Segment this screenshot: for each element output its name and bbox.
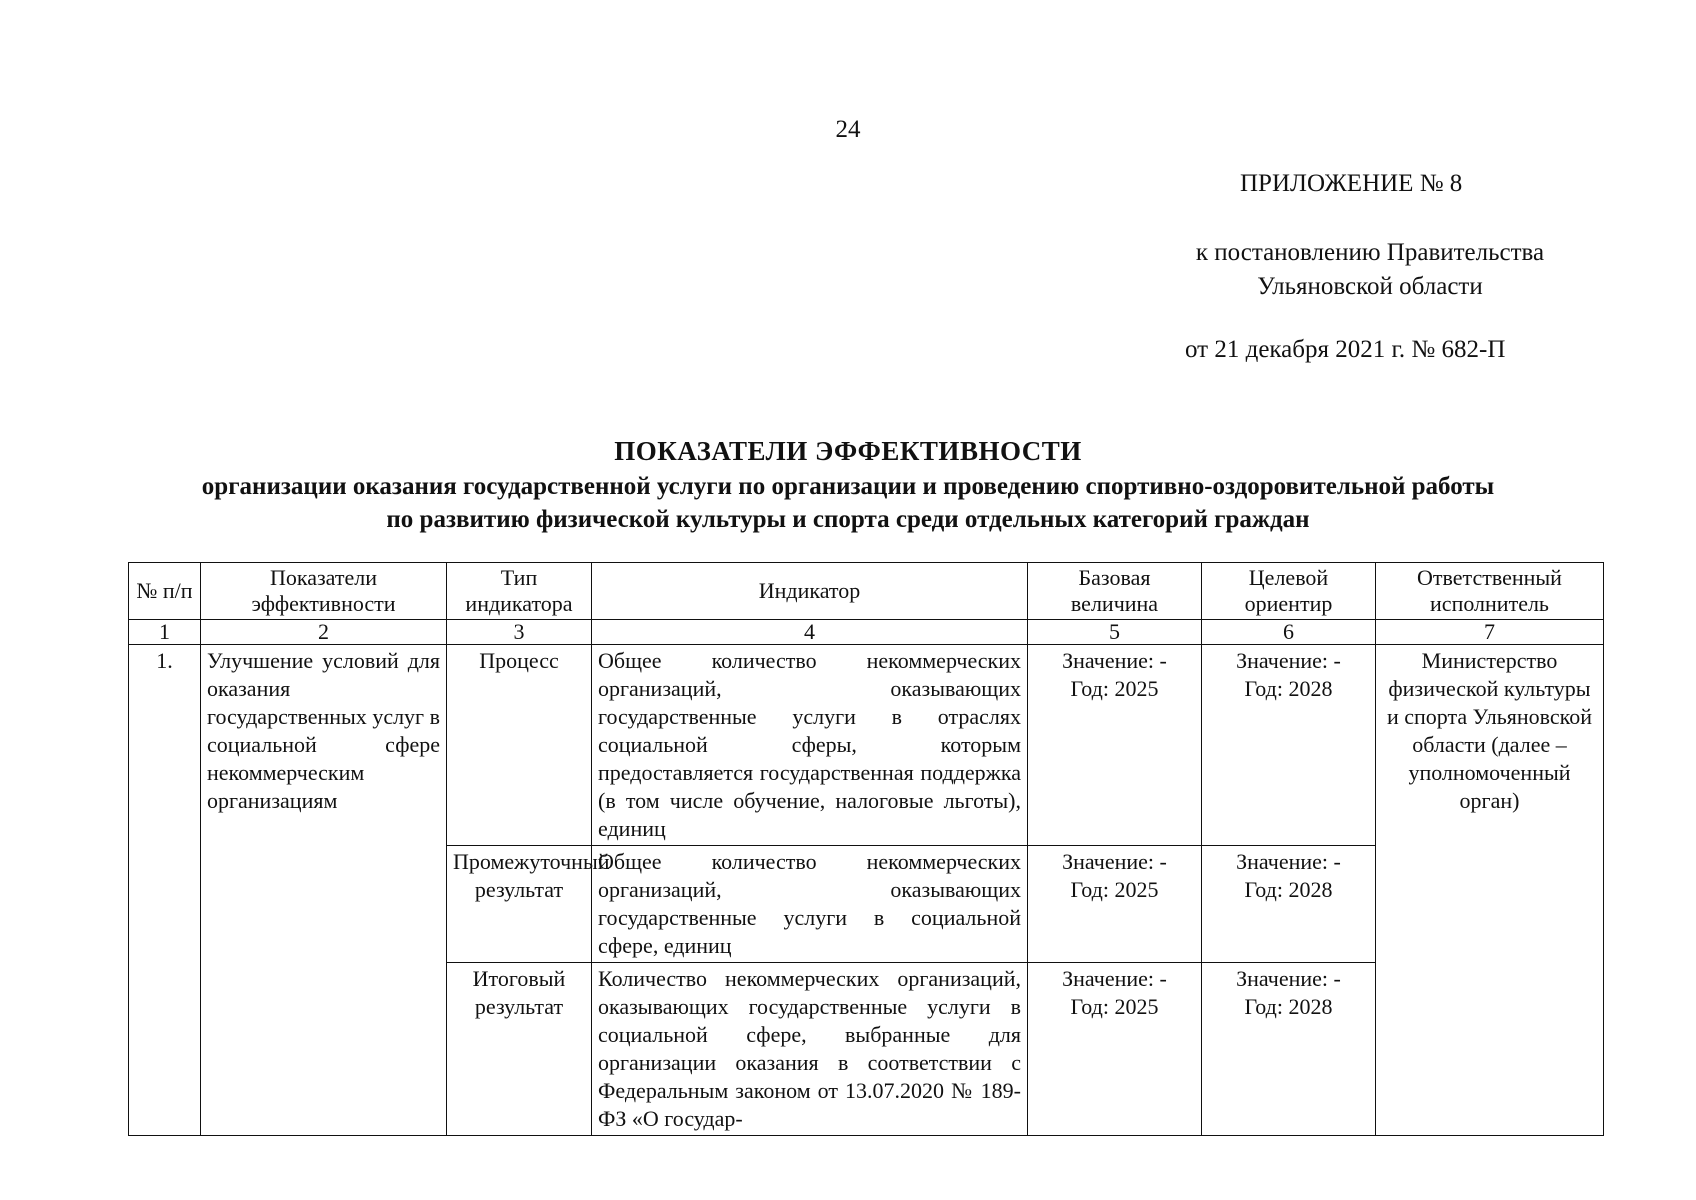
target-value: Значение: - [1236,849,1341,874]
column-number: 5 [1028,620,1202,645]
base-year: Год: 2025 [1070,676,1159,701]
appendix-label: ПРИЛОЖЕНИЕ № 8 [1240,170,1463,197]
target-year: Год: 2028 [1244,994,1333,1019]
subtitle-line-1: организации оказания государственной услуги по организации и проведению спортивно-оздоровительной работы [201,473,1495,500]
header-indicator: Индикатор [592,563,1028,620]
header-executor: Ответственный исполнитель [1376,563,1604,620]
target-year: Год: 2028 [1244,676,1333,701]
header-num: № п/п [129,563,201,620]
target-value: Значение: - [1236,648,1341,673]
column-number: 2 [201,620,447,645]
header-indicators: Показатели эффективности [201,563,447,620]
column-number: 6 [1202,620,1376,645]
indicator-type: Промежуточный результат [447,846,592,963]
base-value-cell [1028,846,1202,963]
base-value: Значение: - [1062,849,1167,874]
header-type: Тип индикатора [447,563,592,620]
target-value: Значение: - [1236,966,1341,991]
row-indicator-name: Улучшение условий для оказания государственных услуг в социальной сфере некоммерческим организациям [201,645,447,1136]
base-value: Значение: - [1062,966,1167,991]
page-number: 24 [835,116,861,143]
table-row [129,645,1604,846]
target-value-cell [1202,963,1376,1136]
target-year: Год: 2028 [1244,877,1333,902]
decree-line-2: Ульяновской области [1257,273,1483,300]
indicator-description: Общее количество некоммерческих организаций, оказывающих государственные услуги в отраслях социальной сферы, которым предоставляется государственная поддержка (в том числе обучение, налоговые льготы), единиц [592,645,1028,846]
base-value: Значение: - [1062,648,1167,673]
base-value-cell [1028,963,1202,1136]
indicator-type: Итоговый результат [447,963,592,1136]
indicators-table [128,562,1604,1136]
target-value-cell [1202,846,1376,963]
base-year: Год: 2025 [1070,994,1159,1019]
indicator-type: Процесс [447,645,592,846]
indicator-description: Количество некоммерческих организаций, оказывающих государственные услуги в социальной сфере, выбранные для организации оказания в соответствии с Федеральным законом от 13.07.2020 № 189-ФЗ «О государ- [592,963,1028,1136]
decree-date: от 21 декабря 2021 г. № 682-П [1185,336,1506,363]
column-number: 7 [1376,620,1604,645]
document-title: ПОКАЗАТЕЛИ ЭФФЕКТИВНОСТИ [614,436,1082,466]
column-number: 3 [447,620,592,645]
base-year: Год: 2025 [1070,877,1159,902]
responsible-executor: Министерство физической культуры и спорта Ульяновской области (далее – уполномоченный орган) [1376,645,1604,1136]
target-value-cell [1202,645,1376,846]
decree-line-1: к постановлению Правительства [1195,239,1545,266]
table-header-row [129,563,1604,620]
base-value-cell [1028,645,1202,846]
row-number: 1. [129,645,201,1136]
header-target: Целевой ориентир [1202,563,1376,620]
subtitle-line-2: по развитию физической культуры и спорта среди отдельных категорий граждан [386,506,1310,533]
column-number: 1 [129,620,201,645]
decree-reference [1160,236,1580,304]
indicator-description: Общее количество некоммерческих организаций, оказывающих государственные услуги в социальной сфере, единиц [592,846,1028,963]
header-base-value: Базовая величина [1028,563,1202,620]
column-number-row [129,620,1604,645]
document-subtitle [80,470,1616,536]
column-number: 4 [592,620,1028,645]
